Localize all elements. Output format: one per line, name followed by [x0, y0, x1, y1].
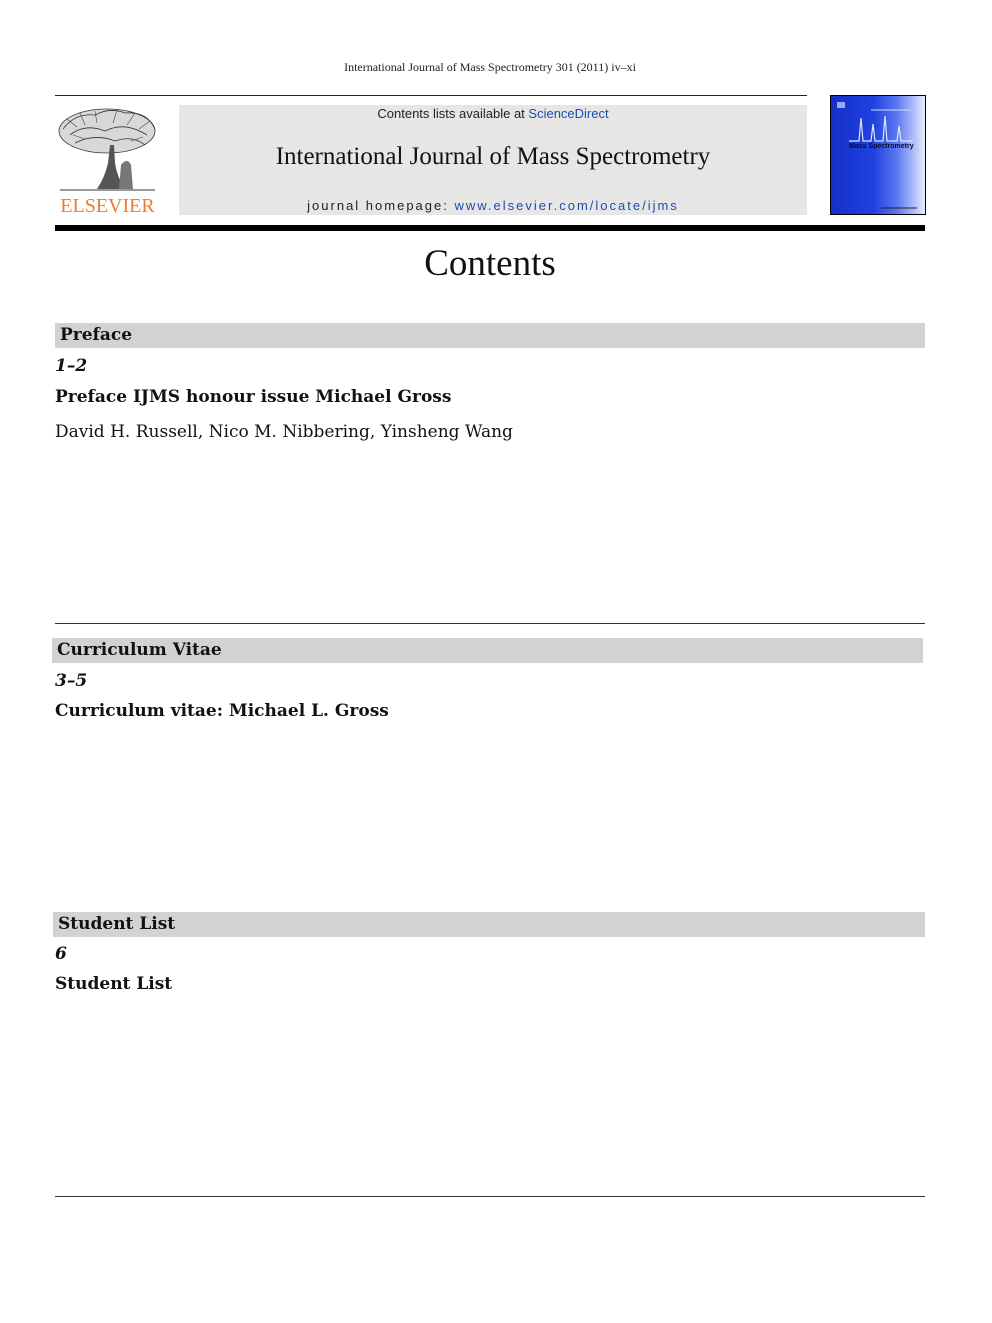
article-title[interactable]: Curriculum vitae: Michael L. Gross [55, 701, 389, 721]
section-divider [55, 623, 925, 624]
article-authors: David H. Russell, Nico M. Nibbering, Yinsheng Wang [55, 422, 513, 442]
article-pages: 1–2 [55, 356, 88, 376]
article-pages: 3–5 [55, 671, 88, 691]
elsevier-tree-icon [55, 105, 160, 195]
homepage-link[interactable]: www.elsevier.com/locate/ijms [454, 198, 679, 213]
journal-homepage-line [179, 198, 807, 213]
section-heading-curriculum-vitae: Curriculum Vitae [52, 638, 923, 663]
article-title[interactable]: Preface IJMS honour issue Michael Gross [55, 387, 452, 407]
header-top-rule [55, 95, 807, 96]
section-divider [55, 1196, 925, 1197]
article-pages: 6 [55, 944, 67, 964]
elsevier-logo [55, 105, 160, 217]
section-heading-preface: Preface [55, 323, 925, 348]
article-title[interactable]: Student List [55, 974, 173, 994]
elsevier-wordmark: ELSEVIER [60, 195, 155, 217]
sciencedirect-link[interactable]: ScienceDirect [528, 106, 609, 121]
homepage-label: journal homepage: [307, 198, 455, 213]
journal-cover-image [830, 95, 926, 215]
cover-label: Mass Spectrometry [849, 143, 914, 150]
contents-available-line [179, 106, 807, 121]
section-heading-student-list: Student List [53, 912, 925, 937]
journal-title: International Journal of Mass Spectrometry [275, 143, 711, 170]
masthead-bottom-rule [55, 225, 925, 231]
journal-masthead [179, 105, 807, 215]
spectrum-icon [831, 96, 925, 214]
running-head: International Journal of Mass Spectrometry 301 (2011) iv–xi [344, 60, 636, 74]
contents-available-text: Contents lists available at [377, 106, 529, 121]
page-title: Contents [424, 243, 556, 284]
